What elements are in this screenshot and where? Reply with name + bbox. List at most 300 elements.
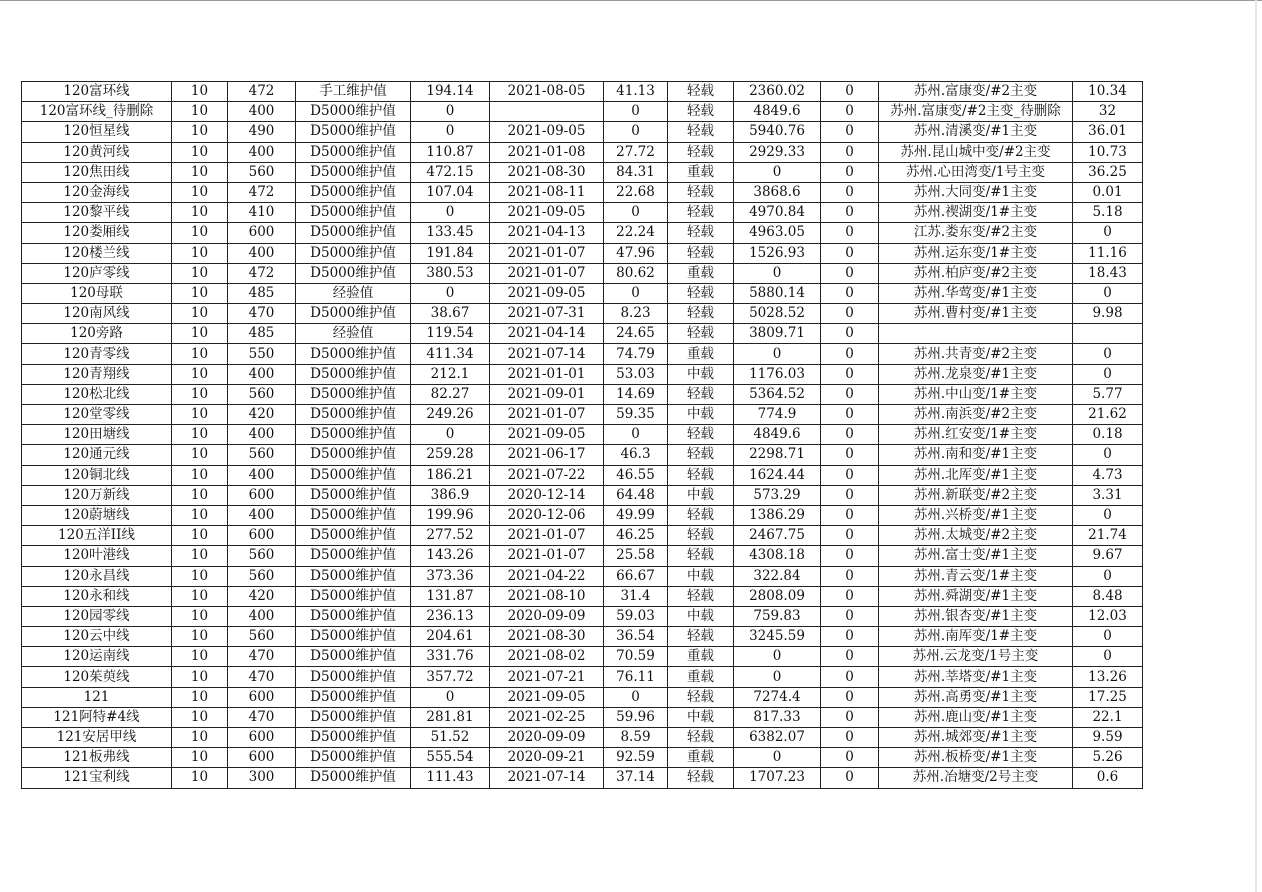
table-row: [22, 566, 1143, 586]
cell-spare-capacity: 5940.76: [734, 122, 821, 142]
cell-spare-capacity: 817.33: [734, 707, 821, 727]
cell-voltage: 10: [172, 546, 228, 566]
table-row: [22, 425, 1143, 445]
cell-load-status: 轻载: [668, 223, 734, 243]
table-row: [22, 728, 1143, 748]
cell-date: 2021-04-22: [490, 566, 604, 586]
table-row: [22, 687, 1143, 707]
cell-load-status: 轻载: [668, 465, 734, 485]
cell-spare-capacity: 4963.05: [734, 223, 821, 243]
cell-voltage: 10: [172, 768, 228, 788]
cell-transformer-rate: 10.73: [1073, 142, 1143, 162]
cell-substation: 苏州.华莺变/#1主变: [879, 283, 1073, 303]
cell-voltage: 10: [172, 223, 228, 243]
cell-date: 2021-01-07: [490, 263, 604, 283]
data-table: [21, 81, 1143, 789]
cell-flag: 0: [821, 142, 879, 162]
cell-transformer-rate: 4.73: [1073, 465, 1143, 485]
cell-date: 2021-01-08: [490, 142, 604, 162]
cell-flag: 0: [821, 728, 879, 748]
cell-transformer-rate: 0: [1073, 283, 1143, 303]
cell-voltage: 10: [172, 647, 228, 667]
table-row: [22, 364, 1143, 384]
cell-voltage: 10: [172, 728, 228, 748]
cell-spare-capacity: 5364.52: [734, 384, 821, 404]
cell-rated-current: 400: [228, 102, 296, 122]
cell-line-name: 120富环线_待删除: [22, 102, 172, 122]
cell-substation: 苏州.禊湖变/1#主变: [879, 203, 1073, 223]
cell-voltage: 10: [172, 748, 228, 768]
cell-rated-current: 600: [228, 485, 296, 505]
cell-flag: 0: [821, 505, 879, 525]
cell-current-value: 281.81: [411, 707, 490, 727]
cell-load-rate: 22.24: [604, 223, 668, 243]
cell-substation: 苏州.中山变/1#主变: [879, 384, 1073, 404]
cell-load-rate: 0: [604, 425, 668, 445]
cell-transformer-rate: 21.74: [1073, 526, 1143, 546]
cell-load-status: 重载: [668, 647, 734, 667]
cell-substation: 苏州.富康变/#2主变: [879, 82, 1073, 102]
cell-source-type: D5000维护值: [296, 485, 411, 505]
cell-load-status: 中载: [668, 364, 734, 384]
cell-source-type: D5000维护值: [296, 405, 411, 425]
cell-line-name: 120万新线: [22, 485, 172, 505]
cell-current-value: 357.72: [411, 667, 490, 687]
cell-spare-capacity: 2467.75: [734, 526, 821, 546]
cell-current-value: 0: [411, 425, 490, 445]
cell-transformer-rate: 13.26: [1073, 667, 1143, 687]
cell-source-type: D5000维护值: [296, 505, 411, 525]
cell-load-status: 轻载: [668, 627, 734, 647]
cell-transformer-rate: 0: [1073, 627, 1143, 647]
cell-rated-current: 560: [228, 384, 296, 404]
cell-transformer-rate: 36.01: [1073, 122, 1143, 142]
cell-load-status: 轻载: [668, 182, 734, 202]
cell-transformer-rate: 11.16: [1073, 243, 1143, 263]
cell-load-status: 轻载: [668, 425, 734, 445]
cell-load-rate: 84.31: [604, 162, 668, 182]
cell-line-name: 121安居甲线: [22, 728, 172, 748]
table-row: [22, 304, 1143, 324]
cell-line-name: 120铜北线: [22, 465, 172, 485]
cell-flag: 0: [821, 203, 879, 223]
table-row: [22, 243, 1143, 263]
cell-source-type: D5000维护值: [296, 546, 411, 566]
cell-load-rate: 76.11: [604, 667, 668, 687]
cell-flag: 0: [821, 425, 879, 445]
cell-current-value: 249.26: [411, 405, 490, 425]
cell-source-type: D5000维护值: [296, 425, 411, 445]
cell-current-value: 199.96: [411, 505, 490, 525]
cell-source-type: D5000维护值: [296, 586, 411, 606]
table-row: [22, 768, 1143, 788]
cell-current-value: 386.9: [411, 485, 490, 505]
cell-voltage: 10: [172, 687, 228, 707]
cell-source-type: D5000维护值: [296, 707, 411, 727]
cell-voltage: 10: [172, 344, 228, 364]
cell-date: 2020-12-06: [490, 505, 604, 525]
cell-voltage: 10: [172, 324, 228, 344]
cell-voltage: 10: [172, 425, 228, 445]
cell-line-name: 120娄厢线: [22, 223, 172, 243]
cell-spare-capacity: 0: [734, 344, 821, 364]
cell-load-rate: 0: [604, 122, 668, 142]
table-body: [22, 82, 1143, 789]
cell-date: 2021-07-21: [490, 667, 604, 687]
cell-source-type: D5000维护值: [296, 102, 411, 122]
cell-date: 2021-08-05: [490, 82, 604, 102]
cell-load-status: 轻载: [668, 384, 734, 404]
cell-source-type: D5000维护值: [296, 768, 411, 788]
cell-load-status: 轻载: [668, 82, 734, 102]
cell-date: 2021-08-02: [490, 647, 604, 667]
cell-spare-capacity: 2298.71: [734, 445, 821, 465]
cell-spare-capacity: 4308.18: [734, 546, 821, 566]
cell-line-name: 120黎平线: [22, 203, 172, 223]
cell-substation: 苏州.兴桥变/#1主变: [879, 505, 1073, 525]
cell-flag: 0: [821, 283, 879, 303]
cell-date: 2021-09-05: [490, 122, 604, 142]
cell-substation: 苏州.板桥变/#1主变: [879, 748, 1073, 768]
cell-source-type: D5000维护值: [296, 445, 411, 465]
table-row: [22, 223, 1143, 243]
cell-line-name: 120园零线: [22, 606, 172, 626]
cell-flag: 0: [821, 243, 879, 263]
table-row: [22, 182, 1143, 202]
cell-voltage: 10: [172, 667, 228, 687]
cell-transformer-rate: 0.6: [1073, 768, 1143, 788]
cell-transformer-rate: 18.43: [1073, 263, 1143, 283]
cell-substation: 苏州.青云变/1#主变: [879, 566, 1073, 586]
cell-voltage: 10: [172, 263, 228, 283]
cell-transformer-rate: 5.26: [1073, 748, 1143, 768]
cell-substation: 苏州.红安变/1#主变: [879, 425, 1073, 445]
cell-date: 2021-01-07: [490, 546, 604, 566]
cell-current-value: 0: [411, 102, 490, 122]
cell-substation: 苏州.莘塔变/#1主变: [879, 667, 1073, 687]
cell-load-status: 轻载: [668, 505, 734, 525]
cell-source-type: D5000维护值: [296, 243, 411, 263]
table-row: [22, 283, 1143, 303]
cell-date: [490, 102, 604, 122]
cell-transformer-rate: 32: [1073, 102, 1143, 122]
cell-load-rate: 8.23: [604, 304, 668, 324]
cell-current-value: 107.04: [411, 182, 490, 202]
cell-load-rate: 31.4: [604, 586, 668, 606]
cell-line-name: 120运南线: [22, 647, 172, 667]
cell-current-value: 186.21: [411, 465, 490, 485]
cell-flag: 0: [821, 647, 879, 667]
cell-load-rate: 22.68: [604, 182, 668, 202]
cell-substation: 苏州.柏庐变/#2主变: [879, 263, 1073, 283]
cell-current-value: 380.53: [411, 263, 490, 283]
cell-current-value: 110.87: [411, 142, 490, 162]
cell-rated-current: 472: [228, 182, 296, 202]
cell-current-value: 0: [411, 203, 490, 223]
cell-load-rate: 0: [604, 203, 668, 223]
cell-load-status: 轻载: [668, 203, 734, 223]
cell-rated-current: 400: [228, 142, 296, 162]
cell-flag: 0: [821, 707, 879, 727]
cell-rated-current: 485: [228, 324, 296, 344]
cell-rated-current: 560: [228, 627, 296, 647]
cell-transformer-rate: 0: [1073, 647, 1143, 667]
cell-load-rate: 0: [604, 283, 668, 303]
cell-line-name: 120金海线: [22, 182, 172, 202]
cell-spare-capacity: 4849.6: [734, 102, 821, 122]
cell-spare-capacity: 4970.84: [734, 203, 821, 223]
cell-substation: 苏州.大同变/#1主变: [879, 182, 1073, 202]
cell-source-type: D5000维护值: [296, 606, 411, 626]
cell-flag: 0: [821, 364, 879, 384]
cell-line-name: 120南风线: [22, 304, 172, 324]
table-row: [22, 405, 1143, 425]
cell-date: 2021-04-14: [490, 324, 604, 344]
cell-rated-current: 472: [228, 263, 296, 283]
cell-current-value: 0: [411, 122, 490, 142]
cell-rated-current: 420: [228, 405, 296, 425]
cell-flag: 0: [821, 263, 879, 283]
cell-rated-current: 550: [228, 344, 296, 364]
table-row: [22, 344, 1143, 364]
cell-flag: 0: [821, 566, 879, 586]
cell-date: 2021-08-30: [490, 162, 604, 182]
cell-voltage: 10: [172, 304, 228, 324]
cell-substation: 苏州.北厍变/#1主变: [879, 465, 1073, 485]
cell-current-value: 259.28: [411, 445, 490, 465]
cell-substation: 苏州.高勇变/#1主变: [879, 687, 1073, 707]
cell-line-name: 120叶港线: [22, 546, 172, 566]
cell-source-type: D5000维护值: [296, 364, 411, 384]
cell-transformer-rate: 10.34: [1073, 82, 1143, 102]
cell-transformer-rate: 0: [1073, 505, 1143, 525]
cell-source-type: D5000维护值: [296, 526, 411, 546]
cell-spare-capacity: 0: [734, 263, 821, 283]
cell-current-value: 0: [411, 687, 490, 707]
cell-voltage: 10: [172, 505, 228, 525]
table-row: [22, 667, 1143, 687]
cell-load-rate: 59.35: [604, 405, 668, 425]
cell-date: 2021-08-30: [490, 627, 604, 647]
cell-date: 2021-08-10: [490, 586, 604, 606]
cell-load-status: 轻载: [668, 546, 734, 566]
cell-line-name: 120黄河线: [22, 142, 172, 162]
cell-voltage: 10: [172, 384, 228, 404]
table-row: [22, 263, 1143, 283]
cell-load-status: 重载: [668, 344, 734, 364]
cell-line-name: 121: [22, 687, 172, 707]
cell-source-type: D5000维护值: [296, 142, 411, 162]
cell-spare-capacity: 2808.09: [734, 586, 821, 606]
cell-rated-current: 485: [228, 283, 296, 303]
cell-substation: [879, 324, 1073, 344]
cell-date: 2020-09-21: [490, 748, 604, 768]
cell-load-status: 轻载: [668, 243, 734, 263]
cell-source-type: D5000维护值: [296, 687, 411, 707]
table-row: [22, 82, 1143, 102]
cell-flag: 0: [821, 344, 879, 364]
cell-transformer-rate: 12.03: [1073, 606, 1143, 626]
cell-transformer-rate: 21.62: [1073, 405, 1143, 425]
cell-spare-capacity: 6382.07: [734, 728, 821, 748]
cell-line-name: 120恒星线: [22, 122, 172, 142]
cell-line-name: 120青翔线: [22, 364, 172, 384]
cell-load-status: 重载: [668, 263, 734, 283]
cell-current-value: 555.54: [411, 748, 490, 768]
cell-current-value: 82.27: [411, 384, 490, 404]
cell-flag: 0: [821, 465, 879, 485]
cell-line-name: 120通元线: [22, 445, 172, 465]
cell-voltage: 10: [172, 142, 228, 162]
cell-date: 2021-01-07: [490, 526, 604, 546]
cell-date: 2021-09-05: [490, 283, 604, 303]
cell-load-status: 轻载: [668, 526, 734, 546]
cell-substation: 苏州.南厍变/1#主变: [879, 627, 1073, 647]
cell-transformer-rate: 0.01: [1073, 182, 1143, 202]
cell-flag: 0: [821, 586, 879, 606]
cell-load-status: 轻载: [668, 586, 734, 606]
cell-load-rate: 64.48: [604, 485, 668, 505]
cell-voltage: 10: [172, 364, 228, 384]
cell-load-status: 轻载: [668, 142, 734, 162]
cell-source-type: D5000维护值: [296, 304, 411, 324]
cell-flag: 0: [821, 102, 879, 122]
table-row: [22, 707, 1143, 727]
cell-load-rate: 36.54: [604, 627, 668, 647]
cell-transformer-rate: 0: [1073, 223, 1143, 243]
cell-voltage: 10: [172, 122, 228, 142]
cell-voltage: 10: [172, 102, 228, 122]
cell-line-name: 120楼兰线: [22, 243, 172, 263]
cell-spare-capacity: 759.83: [734, 606, 821, 626]
cell-flag: 0: [821, 627, 879, 647]
cell-load-rate: 66.67: [604, 566, 668, 586]
cell-flag: 0: [821, 667, 879, 687]
cell-rated-current: 470: [228, 647, 296, 667]
cell-voltage: 10: [172, 162, 228, 182]
table-row: [22, 465, 1143, 485]
cell-current-value: 143.26: [411, 546, 490, 566]
cell-load-status: 中载: [668, 566, 734, 586]
table-row: [22, 748, 1143, 768]
cell-source-type: D5000维护值: [296, 748, 411, 768]
cell-transformer-rate: 5.77: [1073, 384, 1143, 404]
cell-date: 2021-07-14: [490, 344, 604, 364]
cell-date: 2021-09-05: [490, 425, 604, 445]
cell-rated-current: 490: [228, 122, 296, 142]
cell-line-name: 121宝利线: [22, 768, 172, 788]
cell-rated-current: 400: [228, 606, 296, 626]
cell-source-type: D5000维护值: [296, 122, 411, 142]
cell-source-type: 手工维护值: [296, 82, 411, 102]
cell-rated-current: 470: [228, 707, 296, 727]
cell-line-name: 120五洋II线: [22, 526, 172, 546]
cell-load-status: 轻载: [668, 122, 734, 142]
cell-rated-current: 400: [228, 243, 296, 263]
cell-flag: 0: [821, 485, 879, 505]
cell-current-value: 0: [411, 283, 490, 303]
cell-date: 2021-06-17: [490, 445, 604, 465]
cell-load-rate: 0: [604, 687, 668, 707]
cell-spare-capacity: 3868.6: [734, 182, 821, 202]
cell-load-status: 轻载: [668, 445, 734, 465]
table-row: [22, 586, 1143, 606]
cell-transformer-rate: [1073, 324, 1143, 344]
cell-transformer-rate: 22.1: [1073, 707, 1143, 727]
cell-flag: 0: [821, 687, 879, 707]
cell-substation: 苏州.运东变/1#主变: [879, 243, 1073, 263]
cell-current-value: 277.52: [411, 526, 490, 546]
cell-source-type: D5000维护值: [296, 162, 411, 182]
cell-source-type: 经验值: [296, 324, 411, 344]
cell-spare-capacity: 2929.33: [734, 142, 821, 162]
table-row: [22, 162, 1143, 182]
cell-line-name: 120富环线: [22, 82, 172, 102]
cell-spare-capacity: 3245.59: [734, 627, 821, 647]
cell-rated-current: 400: [228, 364, 296, 384]
cell-transformer-rate: 8.48: [1073, 586, 1143, 606]
cell-line-name: 120蔚塘线: [22, 505, 172, 525]
cell-current-value: 411.34: [411, 344, 490, 364]
cell-flag: 0: [821, 526, 879, 546]
cell-transformer-rate: 0: [1073, 344, 1143, 364]
cell-voltage: 10: [172, 606, 228, 626]
cell-line-name: 120旁路: [22, 324, 172, 344]
cell-voltage: 10: [172, 405, 228, 425]
cell-load-rate: 70.59: [604, 647, 668, 667]
cell-spare-capacity: 1176.03: [734, 364, 821, 384]
cell-voltage: 10: [172, 526, 228, 546]
cell-current-value: 51.52: [411, 728, 490, 748]
cell-current-value: 194.14: [411, 82, 490, 102]
cell-rated-current: 560: [228, 546, 296, 566]
page-top-border: [0, 0, 1262, 1]
cell-date: 2021-02-25: [490, 707, 604, 727]
cell-substation: 苏州.冶塘变/2号主变: [879, 768, 1073, 788]
cell-substation: 苏州.南和变/#1主变: [879, 445, 1073, 465]
cell-load-rate: 59.96: [604, 707, 668, 727]
cell-transformer-rate: 9.67: [1073, 546, 1143, 566]
cell-line-name: 120松北线: [22, 384, 172, 404]
cell-load-rate: 14.69: [604, 384, 668, 404]
cell-date: 2021-08-11: [490, 182, 604, 202]
cell-rated-current: 600: [228, 728, 296, 748]
cell-source-type: D5000维护值: [296, 344, 411, 364]
cell-substation: 苏州.心田湾变/1号主变: [879, 162, 1073, 182]
cell-substation: 苏州.曹村变/#1主变: [879, 304, 1073, 324]
cell-load-status: 中载: [668, 606, 734, 626]
cell-spare-capacity: 0: [734, 162, 821, 182]
cell-substation: 苏州.银杏变/#1主变: [879, 606, 1073, 626]
cell-voltage: 10: [172, 465, 228, 485]
cell-rated-current: 470: [228, 304, 296, 324]
cell-transformer-rate: 36.25: [1073, 162, 1143, 182]
cell-spare-capacity: 4849.6: [734, 425, 821, 445]
cell-date: 2020-12-14: [490, 485, 604, 505]
cell-current-value: 131.87: [411, 586, 490, 606]
cell-line-name: 121阿特#4线: [22, 707, 172, 727]
cell-rated-current: 600: [228, 748, 296, 768]
cell-spare-capacity: 2360.02: [734, 82, 821, 102]
cell-date: 2021-01-07: [490, 243, 604, 263]
cell-load-rate: 46.55: [604, 465, 668, 485]
cell-flag: 0: [821, 606, 879, 626]
cell-load-status: 中载: [668, 405, 734, 425]
cell-spare-capacity: 1707.23: [734, 768, 821, 788]
cell-line-name: 120堂零线: [22, 405, 172, 425]
cell-substation: 苏州.富康变/#2主变_待删除: [879, 102, 1073, 122]
cell-substation: 苏州.富士变/#1主变: [879, 546, 1073, 566]
